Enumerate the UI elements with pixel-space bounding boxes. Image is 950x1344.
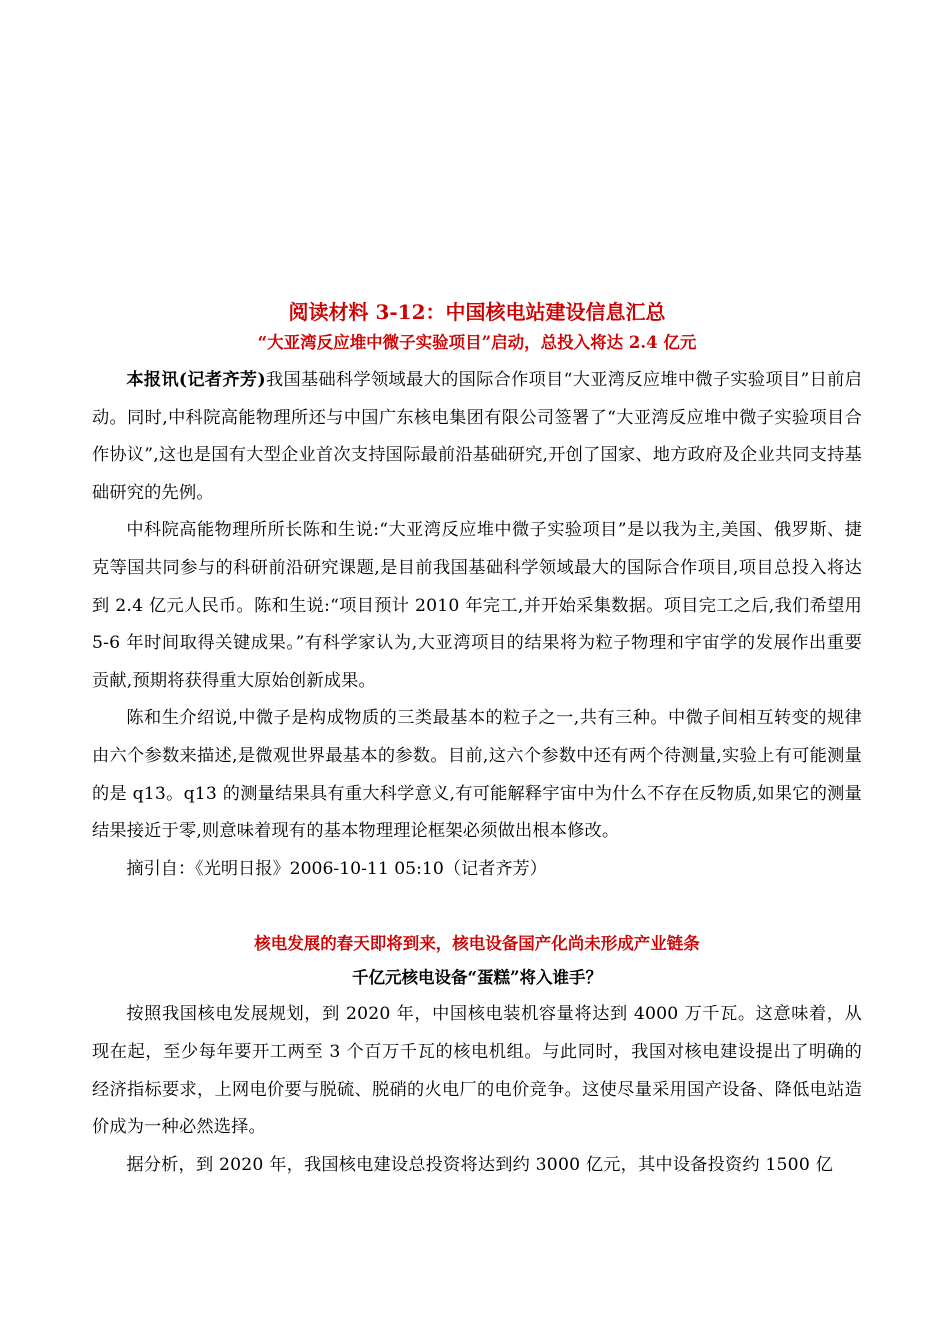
source-citation: 摘引自：《光明日报》2006-10-11 05:10（记者齐芳）: [126, 858, 547, 879]
section-paragraph-1: 按照我国核电发展规划，到 2020 年，中国核电装机容量将达到 4000 万千瓦。这意味着，从现在起，至少每年要开工两至 3 个百万千瓦的核电机组。与此同时，我国对核电建设提出了明确的经济指标要求，上网电价要与脱硫、脱硝的火电厂的电价竞争。这使尽量采用国产设备、降低电站造价成为一种必然选择。: [92, 1004, 862, 1138]
article-paragraph-1: [92, 362, 862, 512]
byline: 本报讯(记者齐芳): [126, 370, 266, 390]
document-page: [92, 296, 862, 1184]
section-paragraph-2: 据分析，到 2020 年，我国核电建设总投资将达到约 3000 亿元，其中设备投资约 1500 亿: [126, 1154, 834, 1175]
paragraph-1-text: 我国基础科学领域最大的国际合作项目“大亚湾反应堆中微子实验项目”日前启动。同时,中科院高能物理所还与中国广东核电集团有限公司签署了“大亚湾反应堆中微子实验项目合作协议”,这也是国有大型企业首次支持国际最前沿基础研究,开创了国家、地方政府及企业共同支持基础研究的先例。: [92, 370, 862, 503]
section-subtitle: 千亿元核电设备“蛋糕”将入谁手？: [352, 968, 602, 988]
article-paragraph-3: 陈和生介绍说,中微子是构成物质的三类最基本的粒子之一,共有三种。中微子间相互转变的规律由六个参数来描述,是微观世界最基本的参数。目前,这六个参数中还有两个待测量,实验上有可能测量的是 q13。q13 的测量结果具有重大科学意义,有可能解释宇宙中为什么不存在反物质,如果它的测量结果接近于零,则意味着现有的基本物理理论框架必须做出根本修改。: [92, 708, 862, 842]
section-spacer: [92, 888, 862, 928]
article-subtitle: “大亚湾反应堆中微子实验项目”启动，总投入将达 2.4 亿元: [257, 333, 697, 352]
article-paragraph-2: 中科院高能物理所所长陈和生说:“大亚湾反应堆中微子实验项目”是以我为主,美国、俄罗斯、捷克等国共同参与的科研前沿研究课题,是目前我国基础科学领域最大的国际合作项目,项目总投入将达到 2.4 亿元人民币。陈和生说:“项目预计 2010 年完工,并开始采集数据。项目完工之后,我们希望用 5-6 年时间取得关键成果。”有科学家认为,大亚湾项目的结果将为粒子物理和宇宙学的发展作出重要贡献,预期将获得重大原始创新成果。: [92, 520, 862, 691]
section-title: 核电发展的春天即将到来，核电设备国产化尚未形成产业链条: [254, 934, 700, 954]
document-title: 阅读材料 3-12：中国核电站建设信息汇总: [288, 300, 666, 324]
